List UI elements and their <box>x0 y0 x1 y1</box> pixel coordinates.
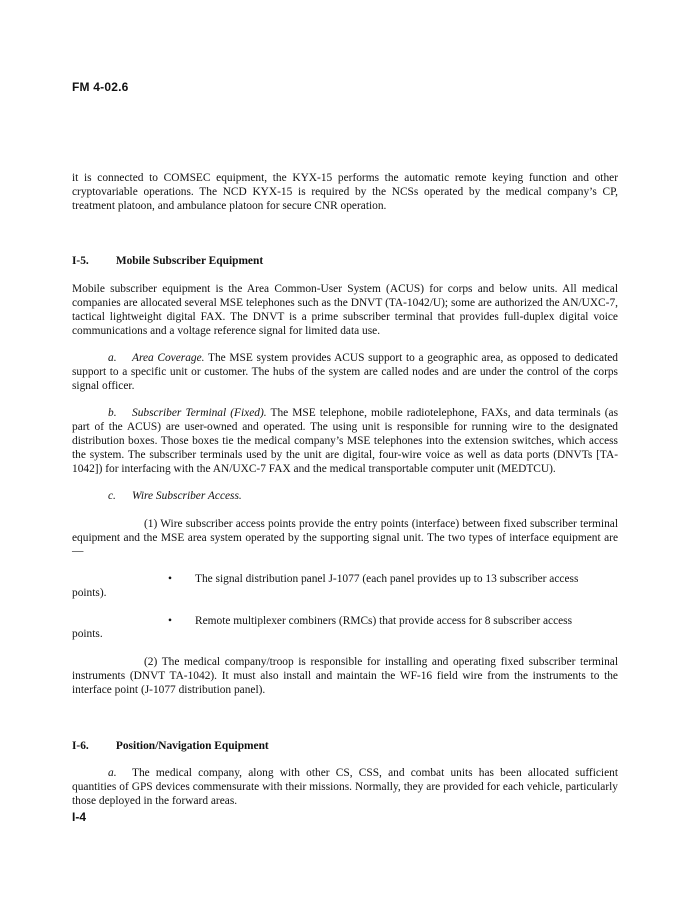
subparagraph-b <box>72 407 618 476</box>
subparagraph-c <box>72 490 618 504</box>
page-header: FM 4-02.6 <box>72 80 129 94</box>
bullet-item <box>72 573 618 601</box>
bullet-item <box>72 615 618 643</box>
bullet-icon: • <box>168 614 172 627</box>
subparagraph-letter: a. <box>108 767 117 780</box>
subparagraph-letter: b. <box>108 407 117 420</box>
bullet-icon: • <box>168 572 172 585</box>
bullet-text-continuation: points. <box>72 628 103 641</box>
section-title: Mobile Subscriber Equipment <box>115 255 264 268</box>
subparagraph-c2: (2) The medical company/troop is responsible for installing and operating fixed subscriber terminal instruments (DNVT TA-1042). It must also install and maintain the WF-16 field wire from the instruments to the interface point (J-1077 distribution panel). <box>72 656 618 696</box>
subparagraph-text: The medical company, along with other CS, CSS, and combat units has been allocated sufficient quantities of GPS devices commensurate with their missions. Normally, they are provided for each vehicle, particularly those deployed in the forward areas. <box>72 767 618 807</box>
subparagraph-c1: (1) Wire subscriber access points provide the entry points (interface) between fixed subscriber terminal equipment and the MSE area system operated by the supporting signal unit. The two types of interface equipment are— <box>72 517 618 558</box>
section-heading-i6 <box>72 740 618 754</box>
subparagraph-letter: c. <box>108 490 116 503</box>
section-title: Position/Navigation Equipment <box>115 739 269 752</box>
subparagraph-text: The MSE telephone, mobile radiotelephone, FAXs, and data terminals (as part of the ACUS) are user-owned and operated. The using unit is responsible for running wire to the designated distribution boxes. Those boxes tie the medical company’s MSE telephones into the extension switches, which access the system. The subscriber terminals used by the unit are digital, four-wire voice as well as data ports (DNVTs [TA-1042]) for interfacing with the AN/UXC-7 FAX and the medical transportable computer unit (MEDTCU). <box>72 407 619 475</box>
bullet-text-continuation: points). <box>72 586 107 599</box>
intro-paragraph: it is connected to COMSEC equipment, the KYX-15 performs the automatic remote keying function and other cryptovariable operations. The NCD KYX-15 is required by the NCSs operated by the medical company’s CP, treatment platoon, and ambulance platoon for secure CNR operation. <box>72 172 618 212</box>
subparagraph-a <box>72 352 618 393</box>
section-paragraph: Mobile subscriber equipment is the Area Common-User System (ACUS) for corps and below units. All medical companies are allocated several MSE telephones such as the DNVT (TA-1042/U); some are authorized the AN/UXC-7, tactical lightweight digital FAX. The DNVT is a prime subscriber terminal that provides full-duplex digital voice communications and a voltage reference signal for limited data use. <box>72 283 618 337</box>
section-heading-i5 <box>72 255 618 269</box>
subparagraph-title: Subscriber Terminal (Fixed). <box>132 407 267 420</box>
subparagraph-title: Wire Subscriber Access. <box>132 490 242 503</box>
subparagraph-letter: a. <box>108 352 117 365</box>
page-body <box>72 172 618 809</box>
bullet-text: The signal distribution panel J-1077 (each panel provides up to 13 subscriber access <box>195 572 579 585</box>
section-number: I-6. <box>72 739 89 752</box>
section-number: I-5. <box>72 255 89 268</box>
page-footer: I-4 <box>72 810 87 824</box>
subparagraph-a <box>72 767 618 808</box>
subparagraph-text: The MSE system provides ACUS support to a geographic area, as opposed to dedicated support to a specific unit or customer. The hubs of the system are called nodes and are under the control of the corps signal officer. <box>72 352 618 392</box>
subparagraph-title: Area Coverage. <box>132 352 205 365</box>
bullet-text: Remote multiplexer combiners (RMCs) that provide access for 8 subscriber access <box>195 614 573 627</box>
